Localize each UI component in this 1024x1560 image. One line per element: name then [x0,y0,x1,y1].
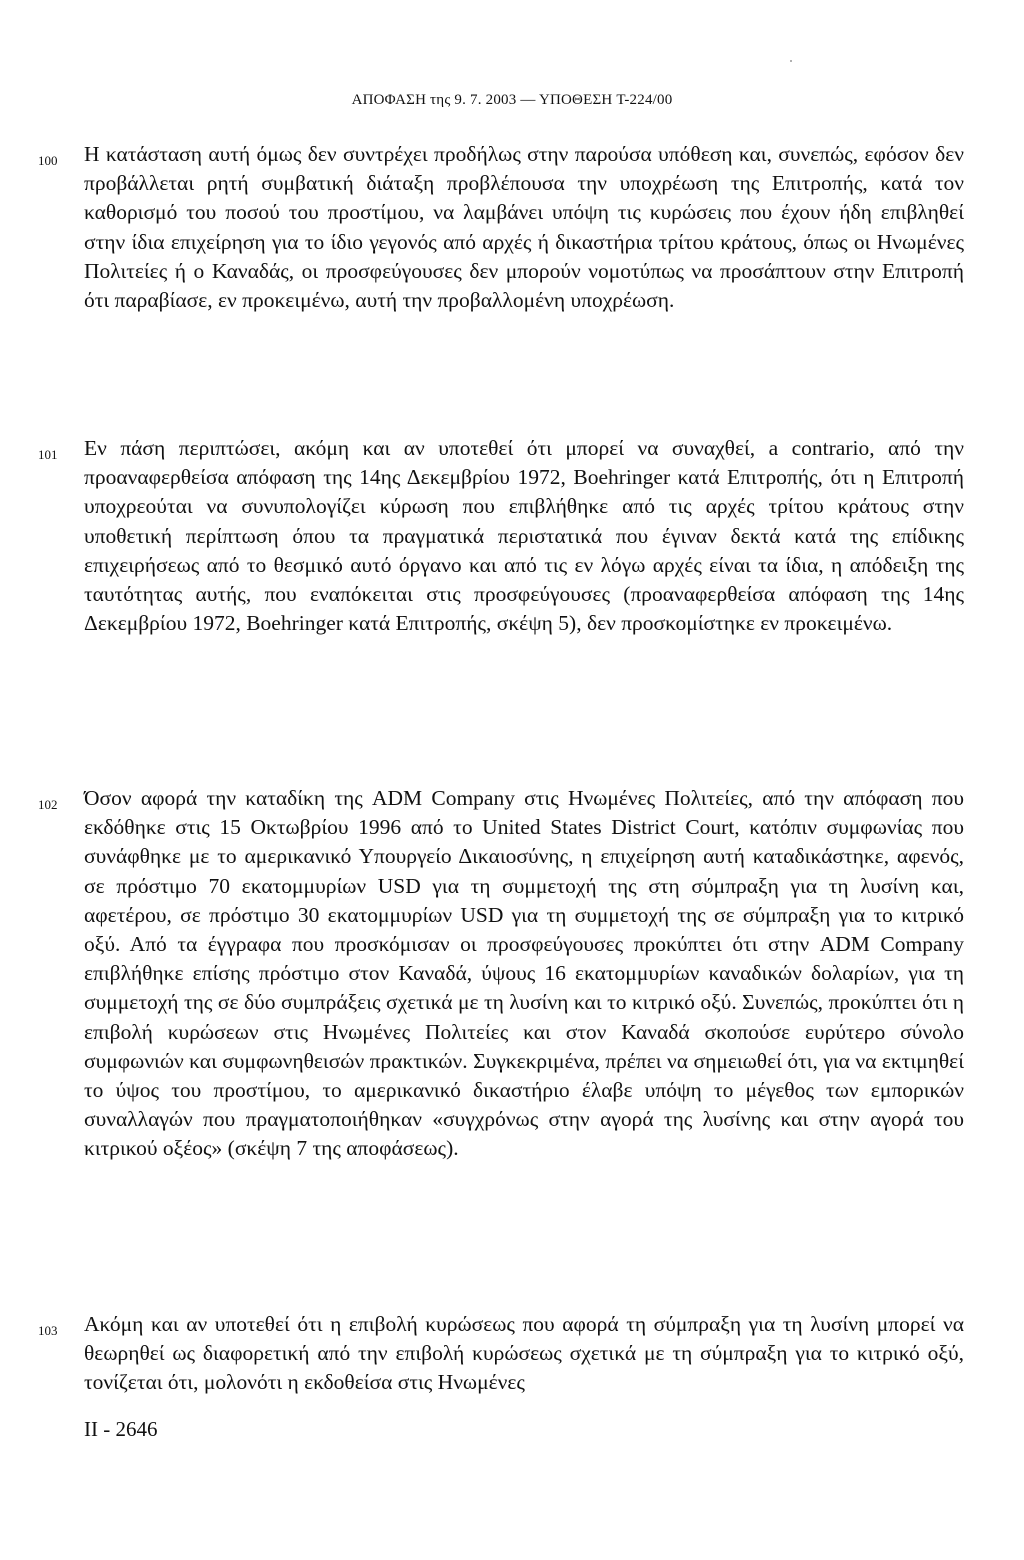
page-number: II - 2646 [84,1417,158,1441]
paragraph-number: 102 [38,797,58,812]
paragraph-100: Η κατάσταση αυτή όμως δεν συντρέχει προδήλως στην παρούσα υπόθεση και, συνεπώς, εφόσον δεν προβάλλεται ρητή συμβατική διάταξη προβλέπουσα την υποχρέωση της Επιτροπής, κατά τον καθορισμό του ποσού του προστίμου, να λαμβάνει υπόψη τις κυρώσεις που έχουν ήδη επιβληθεί στην ίδια επιχείρηση για το ίδιο γεγονός από αρχές ή δικαστήρια τρίτου κράτους, όπως οι Ηνωμένες Πολιτείες ή ο Καναδάς, οι προσφεύγουσες δεν μπορούν νομοτύπως να προσάπτουν στην Επιτροπή ότι παραβίασε, εν προκειμένω, αυτή την προβαλλομένη υποχρέωση. [84,142,964,313]
running-header: ΑΠΟΦΑΣΗ της 9. 7. 2003 — ΥΠΟΘΕΣΗ T-224/00 [351,92,673,108]
paragraph-number: 101 [38,447,58,462]
scan-speck [790,60,792,62]
paragraph-103: Ακόμη και αν υποτεθεί ότι η επιβολή κυρώσεως που αφορά τη σύμπραξη για τη λυσίνη μπορεί να θεωρηθεί ως διαφορετική από την επιβολή κυρώσεως σχετικά με τη σύμπραξη για το κιτρικό οξύ, τονίζεται ότι, μολονότι η εκδοθείσα στις Ηνωμένες [84,1312,964,1395]
paragraph-102: Όσον αφορά την καταδίκη της ADM Company στις Ηνωμένες Πολιτείες, από την απόφαση που εκδόθηκε στις 15 Οκτωβρίου 1996 από το United States District Court, κατόπιν συμφωνίας που συνάφθηκε με το αμερικανικό Υπουργείο Δικαιοσύνης, η επιχείρηση αυτή καταδικάστηκε, αφενός, σε πρόστιμο 70 εκατομμυρίων USD για τη συμμετοχή της στη σύμπραξη για τη λυσίνη και, αφετέρου, σε πρόστιμο 30 εκατομμυρίων USD για τη συμμετοχή της σε σύμπραξη για το κιτρικό οξύ. Από τα έγγραφα που προσκόμισαν οι προσφεύγουσες προκύπτει ότι στην ADM Company επιβλήθηκε επίσης πρόστιμο στον Καναδά, ύψους 16 εκατομμυρίων καναδικών δολαρίων, για τη συμμετοχή της σε δύο συμπράξεις σχετικά με τη λυσίνη και το κιτρικό οξύ. Συνεπώς, προκύπτει ότι η επιβολή κυρώσεων στις Ηνωμένες Πολιτείες και στον Καναδά σκοπούσε ευρύτερο σύνολο συμφωνιών και συμφωνηθεισών πρακτικών. Συγκεκριμένα, πρέπει να σημειωθεί ότι, για να εκτιμηθεί το ύψος του προστίμου, το αμερικανικό δικαστήριο έλαβε υπόψη το μέγεθος των εμπορικών συναλλαγών που πραγματοποιήθηκαν «συγχρόνως στην αγορά της λυσίνης και στην αγορά του κιτρικού οξέος» (σκέψη 7 της αποφάσεως). [84,786,964,1161]
paragraph-number: 103 [38,1323,58,1338]
paragraph-101: Εν πάση περιπτώσει, ακόμη και αν υποτεθεί ότι μπορεί να συναχθεί, a contrario, από την προαναφερθείσα απόφαση της 14ης Δεκεμβρίου 1972, Boehringer κατά Επιτροπής, ότι η Επιτροπή υποχρεούται να συνυπολογίζει κύρωση που επιβλήθηκε από τις αρχές τρίτου κράτους στην υποθετική περίπτωση όπου τα πραγματικά περιστατικά που έγιναν δεκτά κατά της επίδικης επιχειρήσεως από το θεσμικό αυτό όργανο και από τις εν λόγω αρχές είναι τα ίδια, η απόδειξη της ταυτότητας αυτής, που εναπόκειται στις προσφεύγουσες (προαναφερθείσα απόφαση της 14ης Δεκεμβρίου 1972, Boehringer κατά Επιτροπής, σκέψη 5), δεν προσκομίστηκε εν προκειμένω. [84,436,964,636]
paragraph-number: 100 [38,153,58,168]
